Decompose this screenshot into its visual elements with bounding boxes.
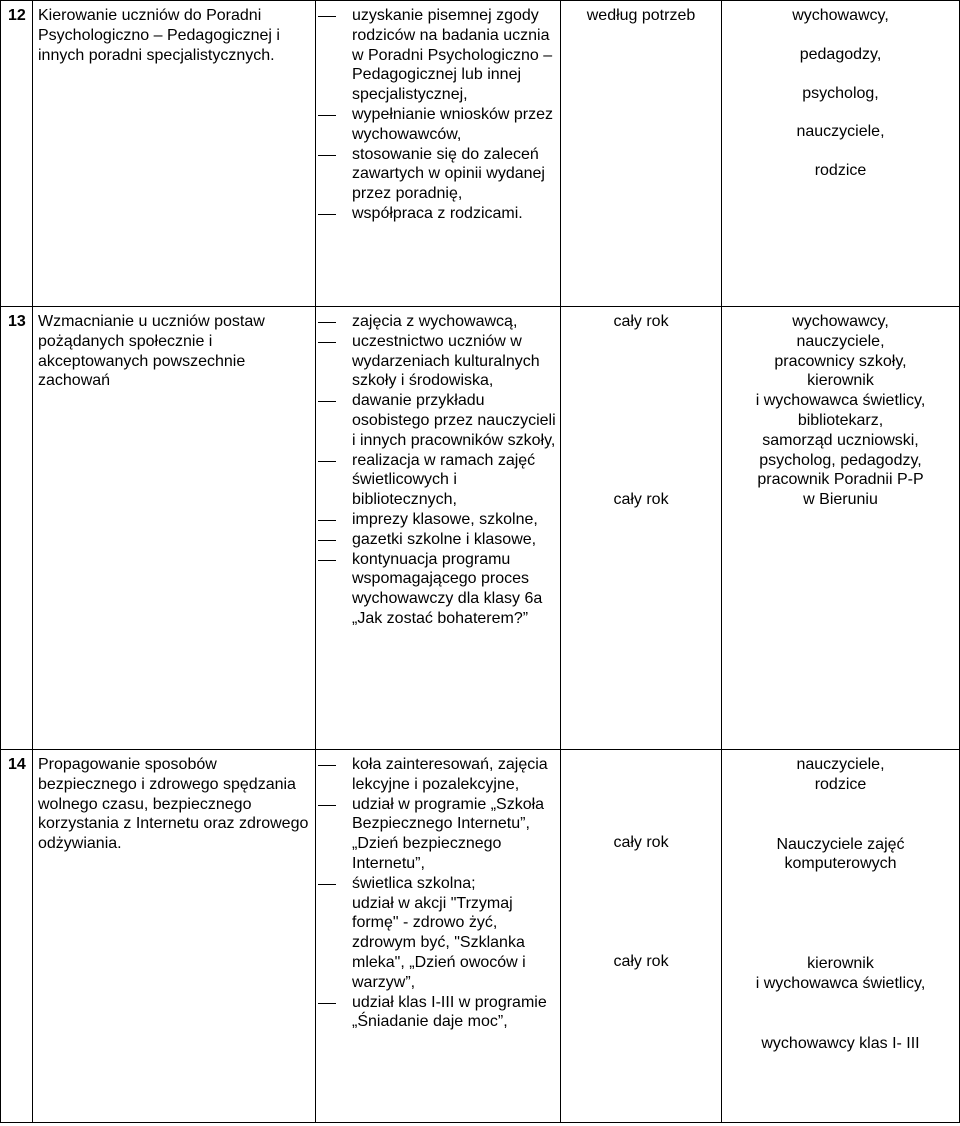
list-item: współpraca z rodzicami. xyxy=(316,204,560,224)
term-text: cały rok xyxy=(613,834,669,851)
list-item: uzyskanie pisemnej zgody rodziców na badania ucznia w Poradni Psychologiczno – Pedagogicznej lub innej specjalistycznej, xyxy=(316,6,560,105)
responsible-line: psycholog, xyxy=(802,84,879,102)
responsible-cell xyxy=(722,307,960,750)
responsible-cell xyxy=(722,1,960,307)
responsible-line: nauczyciele, xyxy=(796,332,885,350)
responsible-line: pracownicy szkoły, xyxy=(774,352,907,370)
list-item: dawanie przykładu osobistego przez nauczycieli i innych pracowników szkoły, xyxy=(316,391,560,450)
activities-cell xyxy=(316,307,561,750)
term-cell xyxy=(561,1,722,307)
list-item: świetlica szkolna; xyxy=(316,874,560,894)
responsible-line: wychowawcy, xyxy=(792,7,889,24)
responsible-line: wychowawcy, xyxy=(792,313,889,330)
responsible-line: komputerowych xyxy=(784,855,897,873)
responsible-line: psycholog, pedagodzy, xyxy=(759,451,922,469)
goal-cell: Wzmacnianie u uczniów postaw pożądanych społecznie i akceptowanych powszechnie zachowań xyxy=(33,307,316,750)
list-item: imprezy klasowe, szkolne, xyxy=(316,510,560,530)
list-item: udział klas I-III w programie „Śniadanie daje moc”, xyxy=(316,993,560,1033)
list-item: uczestnictwo uczniów w wydarzeniach kulturalnych szkoły i środowiska, xyxy=(316,332,560,391)
table-row xyxy=(1,1,960,307)
responsible-line: rodzice xyxy=(814,775,867,793)
activities-cell xyxy=(316,750,561,1123)
table-row xyxy=(1,307,960,750)
responsible-line: wychowawcy klas I- III xyxy=(761,1034,920,1052)
list-item: realizacja w ramach zajęć świetlicowych i bibliotecznych, xyxy=(316,451,560,510)
activities-cell xyxy=(316,1,561,307)
responsible-line: i wychowawca świetlicy, xyxy=(755,974,926,992)
responsible-line: rodzice xyxy=(814,162,867,180)
responsible-line: kierownik xyxy=(807,955,874,973)
responsible-line: kierownik xyxy=(807,372,874,390)
goal-cell: Propagowanie sposobów bezpiecznego i zdrowego spędzania wolnego czasu, bezpiecznego korzystania z Internetu oraz zdrowego odżywiania. xyxy=(33,750,316,1123)
responsible-line: pracownik Poradnii P-P xyxy=(757,471,924,489)
responsible-line: Nauczyciele zajęć xyxy=(776,835,905,853)
list-item: udział w akcji "Trzymaj formę" - zdrowo żyć, zdrowym być, "Szklanka mleka", „Dzień owoców i warzyw”, xyxy=(352,894,526,991)
list-item: koła zainteresowań, zajęcia lekcyjne i pozalekcyjne, xyxy=(316,755,560,795)
term-cell xyxy=(561,307,722,750)
responsible-cell xyxy=(722,750,960,1123)
term-cell xyxy=(561,750,722,1123)
term-text: według potrzeb xyxy=(586,7,696,24)
goal-cell: Kierowanie uczniów do Poradni Psychologiczno – Pedagogicznej i innych poradni specjalistycznych. xyxy=(33,1,316,307)
term-text: cały rok xyxy=(613,952,669,970)
table-row xyxy=(1,750,960,1123)
responsible-line: w Bieruniu xyxy=(803,491,878,509)
responsible-line: bibliotekarz, xyxy=(797,411,884,429)
list-item: kontynuacja programu wspomagającego proces wychowawczy dla klasy 6a „Jak zostać bohaterem?” xyxy=(316,550,560,629)
list-item: zajęcia z wychowawcą, xyxy=(316,312,560,332)
row-number: 13 xyxy=(1,307,33,750)
list-item: wypełnianie wniosków przez wychowawców, xyxy=(316,105,560,145)
list-item: udział w programie „Szkoła Bezpiecznego Internetu”, „Dzień bezpiecznego Internetu”, xyxy=(316,795,560,874)
responsible-line: samorząd uczniowski, xyxy=(762,431,919,449)
responsible-line: nauczyciele, xyxy=(796,756,885,773)
list-item: gazetki szkolne i klasowe, xyxy=(316,530,560,550)
responsible-line: nauczyciele, xyxy=(796,123,885,141)
term-text: cały rok xyxy=(613,490,669,508)
term-text: cały rok xyxy=(613,313,669,330)
row-number: 14 xyxy=(1,750,33,1123)
list-item: stosowanie się do zaleceń zawartych w opinii wydanej przez poradnię, xyxy=(316,145,560,204)
responsible-line: i wychowawca świetlicy, xyxy=(755,392,926,410)
row-number: 12 xyxy=(1,1,33,307)
responsible-line: pedagodzy, xyxy=(799,45,882,63)
